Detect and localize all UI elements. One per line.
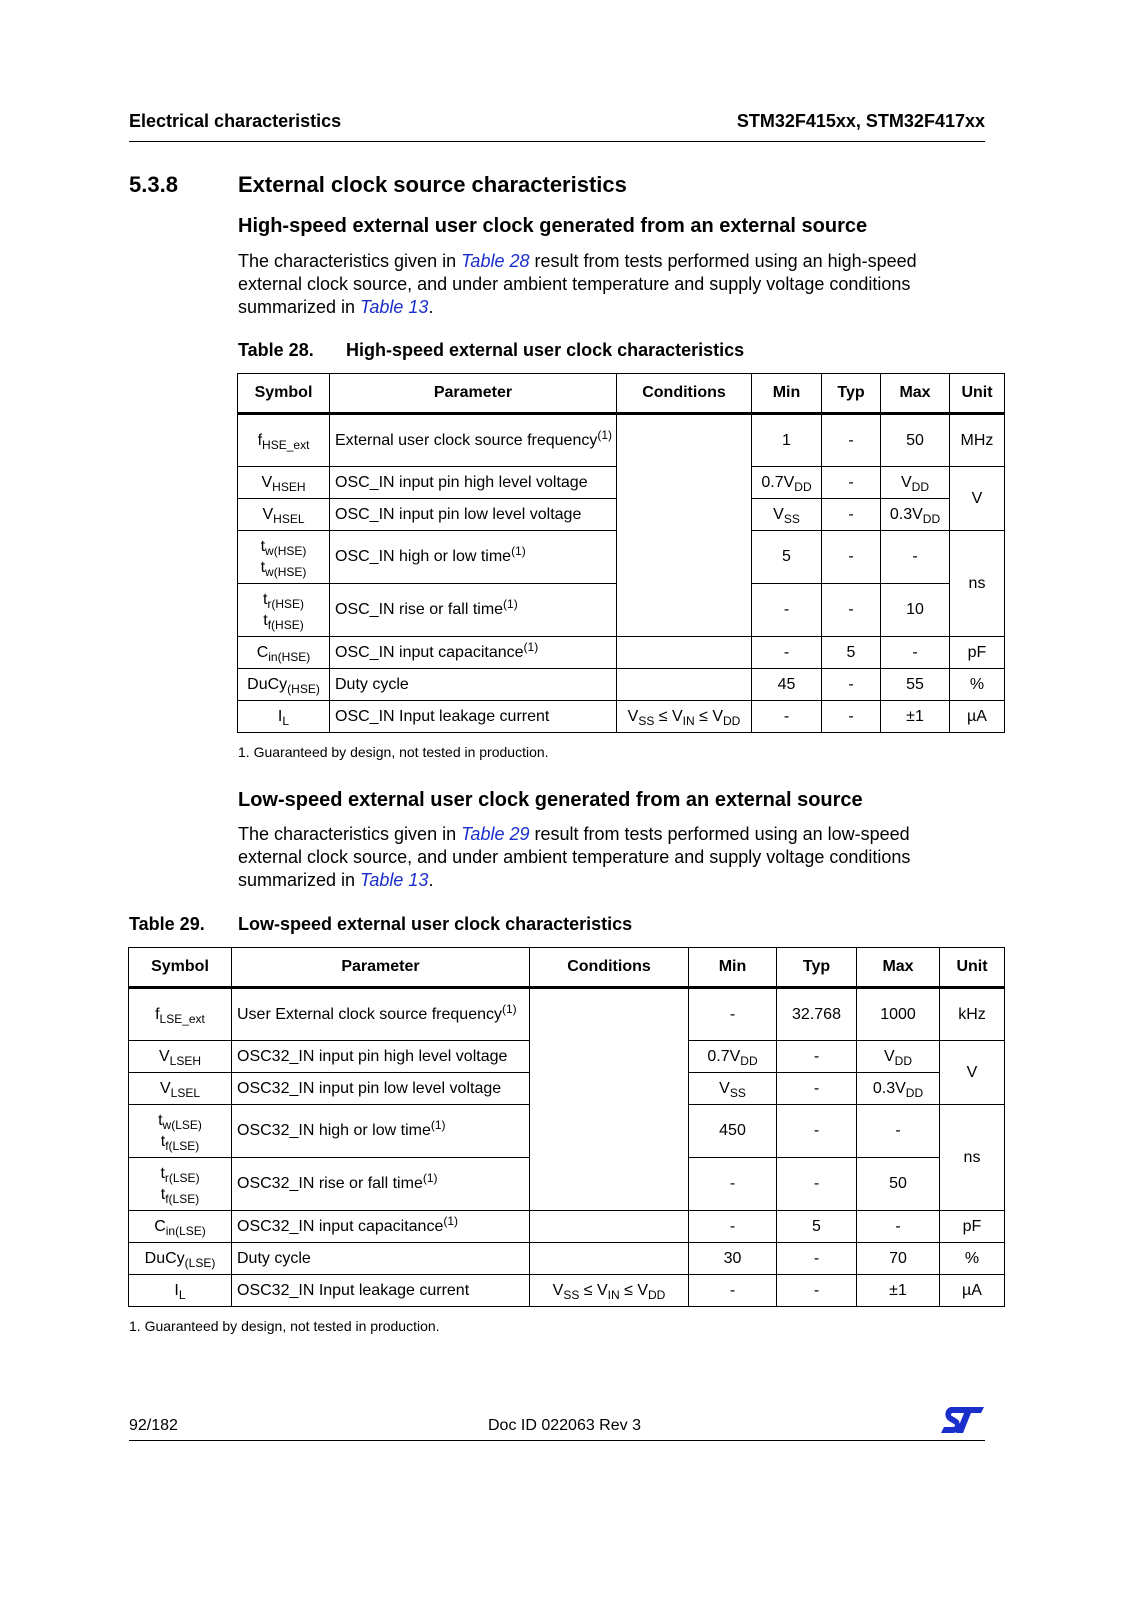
table-29 [128, 947, 1005, 1307]
max-cell: ±1 [857, 1275, 940, 1307]
table-row [129, 1275, 1005, 1307]
unit-cell: pF [950, 637, 1005, 669]
symbol-cell: $f_{HSE\_ext}$ [238, 414, 330, 467]
header-section-title: Electrical characteristics [129, 111, 342, 131]
parameter-cell: OSC32_IN input pin low level voltage [232, 1073, 530, 1105]
table-row [238, 701, 1005, 733]
max-cell: ±1 [881, 701, 950, 733]
col-header-conditions: Conditions [530, 948, 689, 988]
col-header-unit: Unit [940, 948, 1005, 988]
max-cell: 70 [857, 1243, 940, 1275]
unit-cell: pF [940, 1211, 1005, 1243]
lse-intro-paragraph [238, 823, 978, 892]
col-header-unit: Unit [950, 374, 1005, 414]
page-number: 92/182 [129, 1417, 178, 1434]
table-28 [237, 373, 1005, 733]
section-number: 5.3.8 [129, 172, 178, 197]
st-logo-icon [940, 1405, 986, 1440]
max-cell: - [881, 531, 950, 584]
symbol-cell: DuCy$_{(LSE)}$ [129, 1243, 232, 1275]
symbol-cell: $I_L$ [238, 701, 330, 733]
header-divider [129, 141, 985, 142]
min-cell: $V_{SS}$ [689, 1073, 777, 1105]
typ-cell: - [822, 499, 881, 531]
symbol-cell: $C_{in(LSE)}$ [129, 1211, 232, 1243]
parameter-cell: OSC32_IN high or low time$^{(1)}$ [232, 1105, 530, 1158]
conditions-cell: $V_{SS} \le V_{IN} \le V_{DD}$ [530, 1275, 689, 1307]
hse-subsection-title: High-speed external user clock generated from an external source [238, 215, 868, 237]
footer-divider [129, 1440, 985, 1441]
doc-id: Doc ID 022063 Rev 3 [488, 1417, 641, 1434]
lse-subsection-title: Low-speed external user clock generated from an external source [238, 789, 863, 811]
typ-cell: 5 [822, 637, 881, 669]
typ-cell: - [777, 1041, 857, 1073]
unit-cell: µA [950, 701, 1005, 733]
table-header-row [129, 948, 1005, 988]
conditions-cell [617, 414, 752, 637]
parameter-cell: OSC32_IN input pin high level voltage [232, 1041, 530, 1073]
col-header-typ: Typ [777, 948, 857, 988]
min-cell: - [689, 1158, 777, 1211]
parameter-cell: OSC_IN input pin high level voltage [330, 467, 617, 499]
typ-cell: - [822, 414, 881, 467]
typ-cell: - [777, 1073, 857, 1105]
lse-para-text-a: The characteristics given in [238, 824, 462, 844]
parameter-cell: User External clock source frequency$^{(1)}$ [232, 988, 530, 1041]
table-28-caption [238, 340, 745, 361]
table-row [129, 1243, 1005, 1275]
lse-para-text-c: . [428, 870, 434, 890]
conditions-cell: $V_{SS} \le V_{IN} \le V_{DD}$ [617, 701, 752, 733]
lse-para-text-b: result from tests performed using an low-speed external clock source, and under ambient temperature and supply voltage conditions summarized in [238, 824, 911, 890]
col-header-parameter: Parameter [232, 948, 530, 988]
parameter-cell: Duty cycle [232, 1243, 530, 1275]
symbol-cell: $C_{in(HSE)}$ [238, 637, 330, 669]
max-cell: $0.3V_{DD}$ [857, 1073, 940, 1105]
symbol-cell: $V_{HSEH}$ [238, 467, 330, 499]
unit-cell: % [950, 669, 1005, 701]
min-cell: 45 [752, 669, 822, 701]
min-cell: 450 [689, 1105, 777, 1158]
min-cell: - [689, 1211, 777, 1243]
typ-cell: - [777, 1158, 857, 1211]
parameter-cell: OSC_IN input capacitance$^{(1)}$ [330, 637, 617, 669]
min-cell: - [752, 584, 822, 637]
parameter-cell: OSC_IN input pin low level voltage [330, 499, 617, 531]
col-header-min: Min [689, 948, 777, 988]
table-28-footnote: 1. Guaranteed by design, not tested in production. [238, 744, 549, 760]
table-29-caption [129, 914, 633, 935]
parameter-cell: OSC_IN Input leakage current [330, 701, 617, 733]
min-cell: 1 [752, 414, 822, 467]
hse-para-text-c: . [428, 297, 434, 317]
typ-cell: 32.768 [777, 988, 857, 1041]
col-header-typ: Typ [822, 374, 881, 414]
typ-cell: - [822, 669, 881, 701]
unit-cell: V [950, 467, 1005, 531]
symbol-cell: $I_L$ [129, 1275, 232, 1307]
min-cell: $0.7V_{DD}$ [689, 1041, 777, 1073]
table-28-link[interactable]: Table 28 [461, 251, 530, 271]
min-cell: - [752, 637, 822, 669]
unit-cell: % [940, 1243, 1005, 1275]
max-cell: - [857, 1211, 940, 1243]
symbol-cell: $t_{w(LSE)}$ $t_{f(LSE)}$ [129, 1105, 232, 1158]
symbol-cell: DuCy$_{(HSE)}$ [238, 669, 330, 701]
typ-cell: - [822, 701, 881, 733]
max-cell: 50 [881, 414, 950, 467]
col-header-conditions: Conditions [617, 374, 752, 414]
min-cell: $0.7V_{DD}$ [752, 467, 822, 499]
parameter-cell: Duty cycle [330, 669, 617, 701]
max-cell: - [857, 1105, 940, 1158]
symbol-cell: $V_{LSEH}$ [129, 1041, 232, 1073]
max-cell: - [881, 637, 950, 669]
table-28-title: High-speed external user clock characteristics [346, 340, 745, 360]
max-cell: $0.3V_{DD}$ [881, 499, 950, 531]
min-cell: - [689, 1275, 777, 1307]
typ-cell: - [822, 467, 881, 499]
col-header-max: Max [881, 374, 950, 414]
parameter-cell: OSC32_IN rise or fall time$^{(1)}$ [232, 1158, 530, 1211]
table-13-link[interactable]: Table 13 [360, 297, 429, 317]
typ-cell: - [822, 531, 881, 584]
col-header-parameter: Parameter [330, 374, 617, 414]
table-29-footnote: 1. Guaranteed by design, not tested in production. [129, 1318, 440, 1334]
header-part-numbers: STM32F415xx, STM32F417xx [736, 111, 985, 131]
max-cell: $V_{DD}$ [857, 1041, 940, 1073]
table-header-row [238, 374, 1005, 414]
symbol-cell: $t_{r(HSE)}$ $t_{f(HSE)}$ [238, 584, 330, 637]
table-29-link[interactable]: Table 29 [461, 824, 530, 844]
parameter-cell: External user clock source frequency$^{(1)}$ [330, 414, 617, 467]
unit-cell: kHz [940, 988, 1005, 1041]
min-cell: $V_{SS}$ [752, 499, 822, 531]
unit-cell: µA [940, 1275, 1005, 1307]
parameter-cell: OSC32_IN input capacitance$^{(1)}$ [232, 1211, 530, 1243]
col-header-max: Max [857, 948, 940, 988]
table-28-number: Table 28. [238, 340, 314, 360]
min-cell: 30 [689, 1243, 777, 1275]
unit-cell: V [940, 1041, 1005, 1105]
table-29-number: Table 29. [129, 914, 205, 934]
max-cell: 50 [857, 1158, 940, 1211]
min-cell: - [752, 701, 822, 733]
symbol-cell: $V_{HSEL}$ [238, 499, 330, 531]
hse-para-text-b: result from tests performed using an high-speed external clock source, and under ambient temperature and supply voltage conditions summarized in [238, 251, 917, 317]
symbol-cell: $f_{LSE\_ext}$ [129, 988, 232, 1041]
conditions-cell [617, 637, 752, 669]
section-title: External clock source characteristics [238, 172, 627, 197]
symbol-cell: $t_{w(HSE)}$ $t_{w(HSE)}$ [238, 531, 330, 584]
table-row [238, 669, 1005, 701]
conditions-cell [530, 988, 689, 1211]
max-cell: 10 [881, 584, 950, 637]
hse-intro-paragraph [238, 250, 978, 319]
typ-cell: - [777, 1243, 857, 1275]
table-29-title: Low-speed external user clock characteristics [238, 914, 633, 934]
col-header-symbol: Symbol [129, 948, 232, 988]
unit-cell: ns [940, 1105, 1005, 1211]
conditions-cell [617, 669, 752, 701]
min-cell: - [689, 988, 777, 1041]
table-row [238, 414, 1005, 467]
max-cell: 55 [881, 669, 950, 701]
max-cell: $V_{DD}$ [881, 467, 950, 499]
conditions-cell [530, 1243, 689, 1275]
symbol-cell: $V_{LSEL}$ [129, 1073, 232, 1105]
typ-cell: 5 [777, 1211, 857, 1243]
parameter-cell: OSC_IN rise or fall time$^{(1)}$ [330, 584, 617, 637]
parameter-cell: OSC32_IN Input leakage current [232, 1275, 530, 1307]
table-row [129, 1211, 1005, 1243]
min-cell: 5 [752, 531, 822, 584]
typ-cell: - [777, 1105, 857, 1158]
table-row [129, 988, 1005, 1041]
table-13-link[interactable]: Table 13 [360, 870, 429, 890]
hse-para-text-a: The characteristics given in [238, 251, 462, 271]
typ-cell: - [822, 584, 881, 637]
max-cell: 1000 [857, 988, 940, 1041]
unit-cell: MHz [950, 414, 1005, 467]
unit-cell: ns [950, 531, 1005, 637]
parameter-cell: OSC_IN high or low time$^{(1)}$ [330, 531, 617, 584]
conditions-cell [530, 1211, 689, 1243]
table-row [238, 637, 1005, 669]
symbol-cell: $t_{r(LSE)}$ $t_{f(LSE)}$ [129, 1158, 232, 1211]
col-header-symbol: Symbol [238, 374, 330, 414]
col-header-min: Min [752, 374, 822, 414]
typ-cell: - [777, 1275, 857, 1307]
